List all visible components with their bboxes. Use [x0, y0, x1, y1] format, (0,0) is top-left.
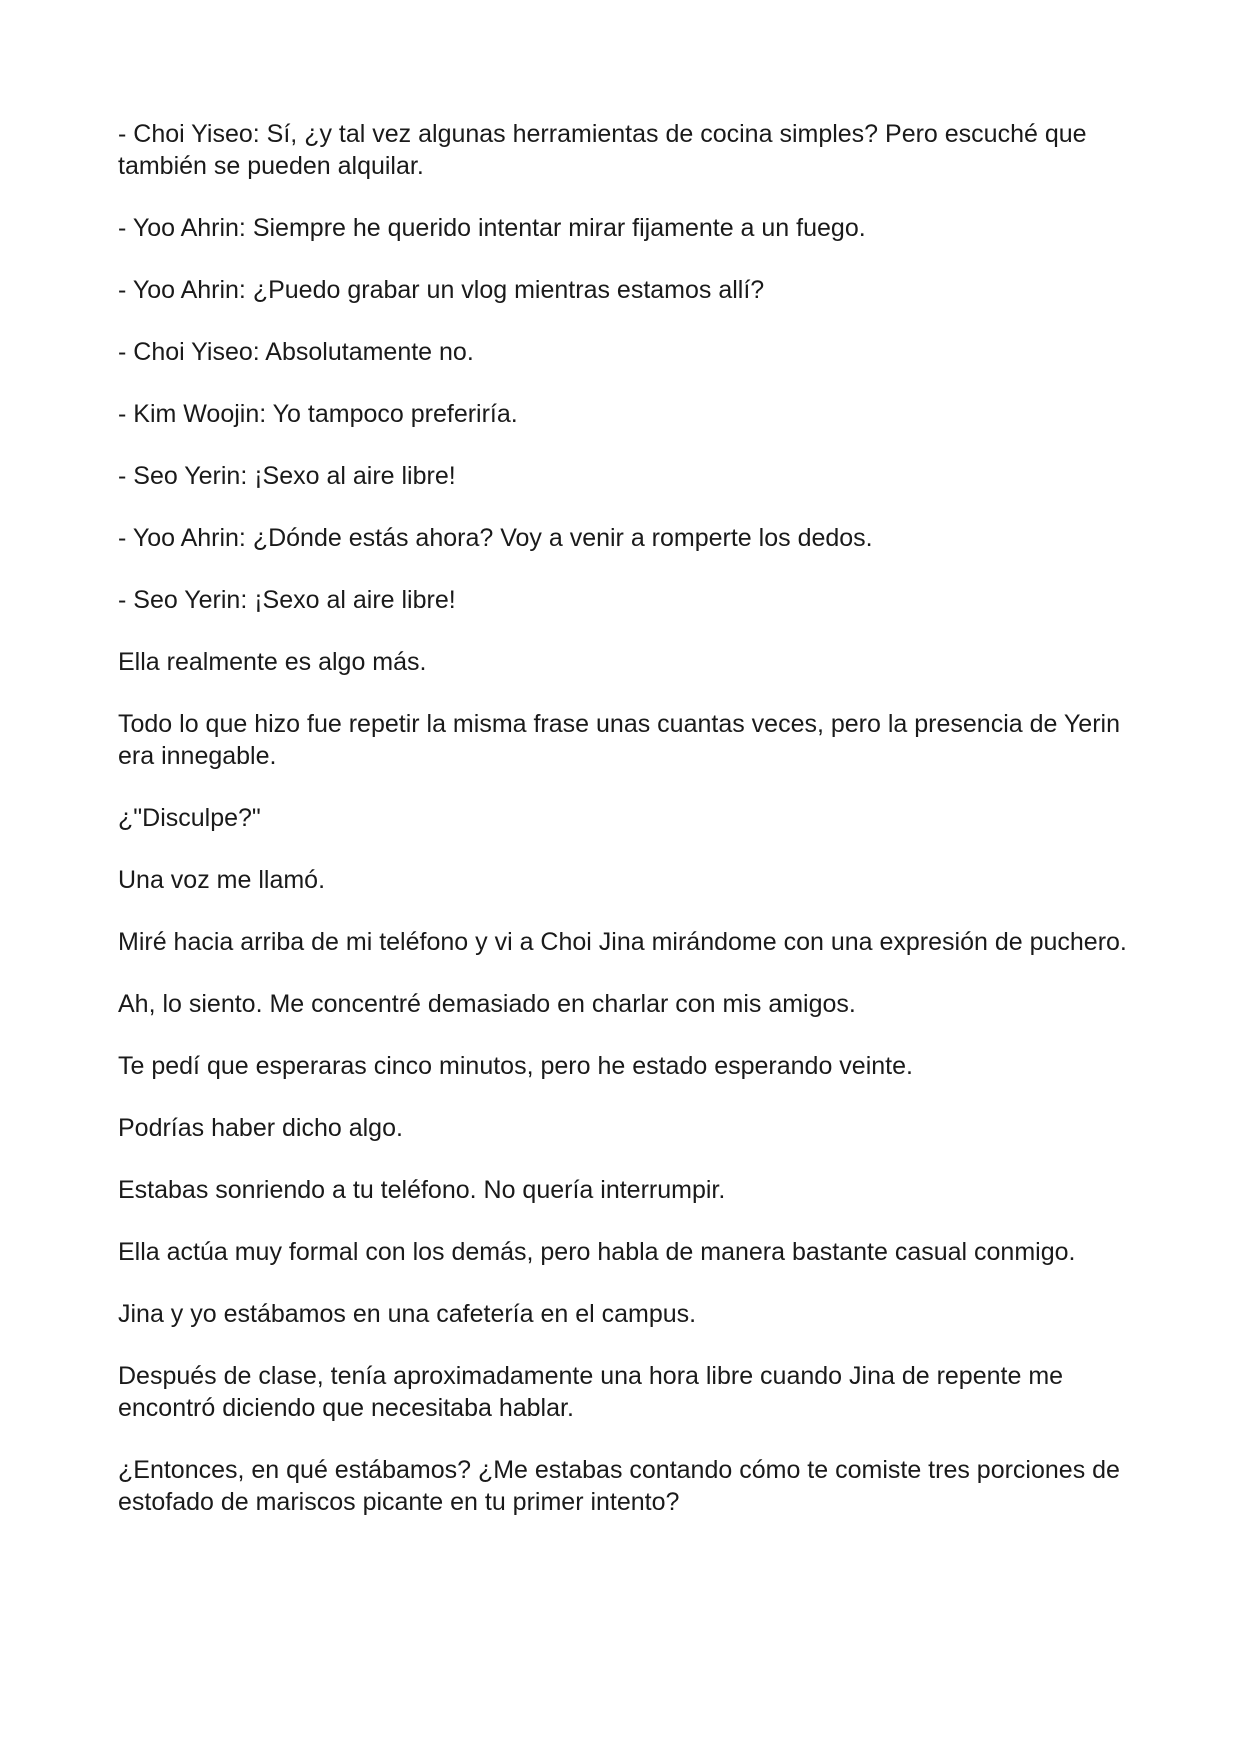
- paragraph: Jina y yo estábamos en una cafetería en el campus.: [118, 1300, 697, 1328]
- paragraph: - Yoo Ahrin: Siempre he querido intentar mirar fijamente a un fuego.: [118, 214, 866, 242]
- paragraph: Ella realmente es algo más.: [118, 648, 427, 676]
- paragraph: - Choi Yiseo: Absolutamente no.: [118, 338, 474, 366]
- paragraph: - Yoo Ahrin: ¿Dónde estás ahora? Voy a venir a romperte los dedos.: [118, 524, 873, 552]
- paragraph: Después de clase, tenía aproximadamente una hora libre cuando Jina de repente me encontró diciendo que necesitaba hablar.: [118, 1362, 1064, 1422]
- paragraph: Ah, lo siento. Me concentré demasiado en charlar con mis amigos.: [118, 990, 856, 1018]
- paragraph: Podrías haber dicho algo.: [118, 1114, 403, 1142]
- paragraph: Una voz me llamó.: [118, 866, 326, 894]
- paragraph: - Choi Yiseo: Sí, ¿y tal vez algunas herramientas de cocina simples? Pero escuché que también se pueden alquilar.: [118, 120, 1087, 180]
- paragraph: - Seo Yerin: ¡Sexo al aire libre!: [118, 462, 456, 490]
- paragraph: - Kim Woojin: Yo tampoco preferiría.: [118, 400, 518, 428]
- paragraph: Te pedí que esperaras cinco minutos, pero he estado esperando veinte.: [118, 1052, 913, 1080]
- paragraph: Todo lo que hizo fue repetir la misma frase unas cuantas veces, pero la presencia de Yerin era innegable.: [118, 710, 1120, 770]
- paragraph: Ella actúa muy formal con los demás, pero habla de manera bastante casual conmigo.: [118, 1238, 1076, 1266]
- paragraph: ¿"Disculpe?": [118, 804, 261, 832]
- paragraph: Miré hacia arriba de mi teléfono y vi a Choi Jina mirándome con una expresión de puchero.: [118, 928, 1127, 956]
- paragraph: - Seo Yerin: ¡Sexo al aire libre!: [118, 586, 456, 614]
- paragraph: - Yoo Ahrin: ¿Puedo grabar un vlog mientras estamos allí?: [118, 276, 765, 304]
- document-body: [118, 118, 1128, 1548]
- paragraph: ¿Entonces, en qué estábamos? ¿Me estabas contando cómo te comiste tres porciones de estofado de mariscos picante en tu primer intento?: [118, 1456, 1120, 1516]
- paragraph: Estabas sonriendo a tu teléfono. No quería interrumpir.: [118, 1176, 726, 1204]
